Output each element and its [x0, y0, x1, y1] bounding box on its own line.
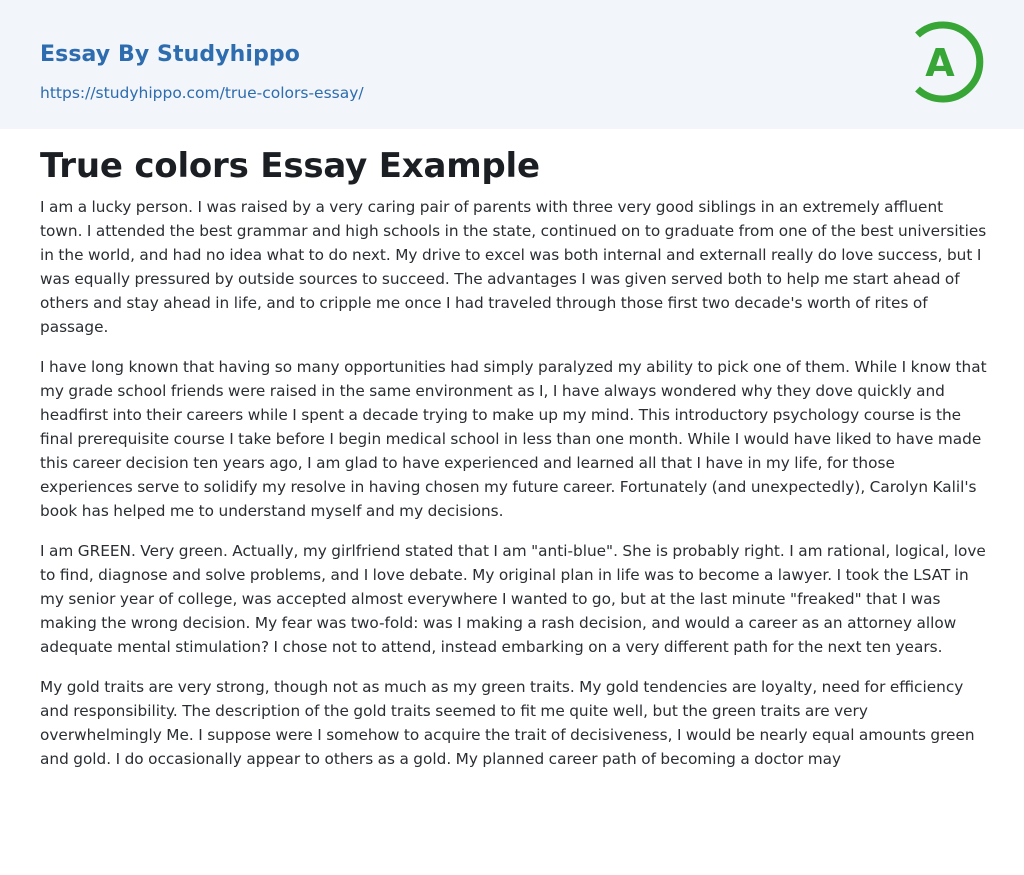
studyhippo-logo-icon[interactable] — [912, 19, 986, 105]
brand-name: Essay By Studyhippo — [40, 42, 300, 67]
essay-paragraph: I am GREEN. Very green. Actually, my girlfriend stated that I am "anti-blue". She is probably right. I am rational, logical, love to find, diagnose and solve problems, and I love debate. My original plan in life was to become a lawyer. I took the LSAT in my senior year of college, was accepted almost everywhere I wanted to go, but at the last minute "freaked" that I was making the wrong decision. My fear was two-fold: was I making a rash decision, and would a career as an attorney allow adequate mental stimulation? I chose not to attend, instead embarking on a very different path for the next ten years. — [40, 542, 986, 656]
essay-paragraph: I have long known that having so many opportunities had simply paralyzed my ability to pick one of them. While I know that my grade school friends were raised in the same environment as I, I have always wondered why they dove quickly and headfirst into their careers while I spent a decade trying to make up my mind. This introductory psychology course is the final prerequisite course I take before I begin medical school in less than one month. While I would have liked to have made this career decision ten years ago, I am glad to have experienced and learned all that I have in my life, for those experiences serve to solidify my resolve in having chosen my future career. Fortunately (and unexpectedly), Carolyn Kalil's book has helped me to understand myself and my decisions. — [40, 358, 987, 520]
essay-body — [40, 195, 990, 787]
page-title: True colors Essay Example — [40, 146, 540, 186]
essay-url-link[interactable]: https://studyhippo.com/true-colors-essay/ — [40, 84, 364, 102]
site-header — [0, 0, 1024, 129]
logo-letter: A — [925, 41, 955, 85]
essay-paragraph: I am a lucky person. I was raised by a very caring pair of parents with three very good siblings in an extremely affluent town. I attended the best grammar and high schools in the state, continued on to graduate from one of the best universities in the world, and had no idea what to do next. My drive to excel was both internal and externall really do love success, but I was equally pressured by outside sources to succeed. The advantages I was given served both to help me start ahead of others and stay ahead in life, and to cripple me once I had traveled through those first two decade's worth of rites of passage. — [40, 198, 987, 336]
essay-paragraph: My gold traits are very strong, though not as much as my green traits. My gold tendencies are loyalty, need for efficiency and responsibility. The description of the gold traits seemed to fit me quite well, but the green traits are very overwhelmingly Me. I suppose were I somehow to acquire the trait of decisiveness, I would be nearly equal amounts green and gold. I do occasionally appear to others as a gold. My planned career path of becoming a doctor may — [40, 678, 975, 768]
